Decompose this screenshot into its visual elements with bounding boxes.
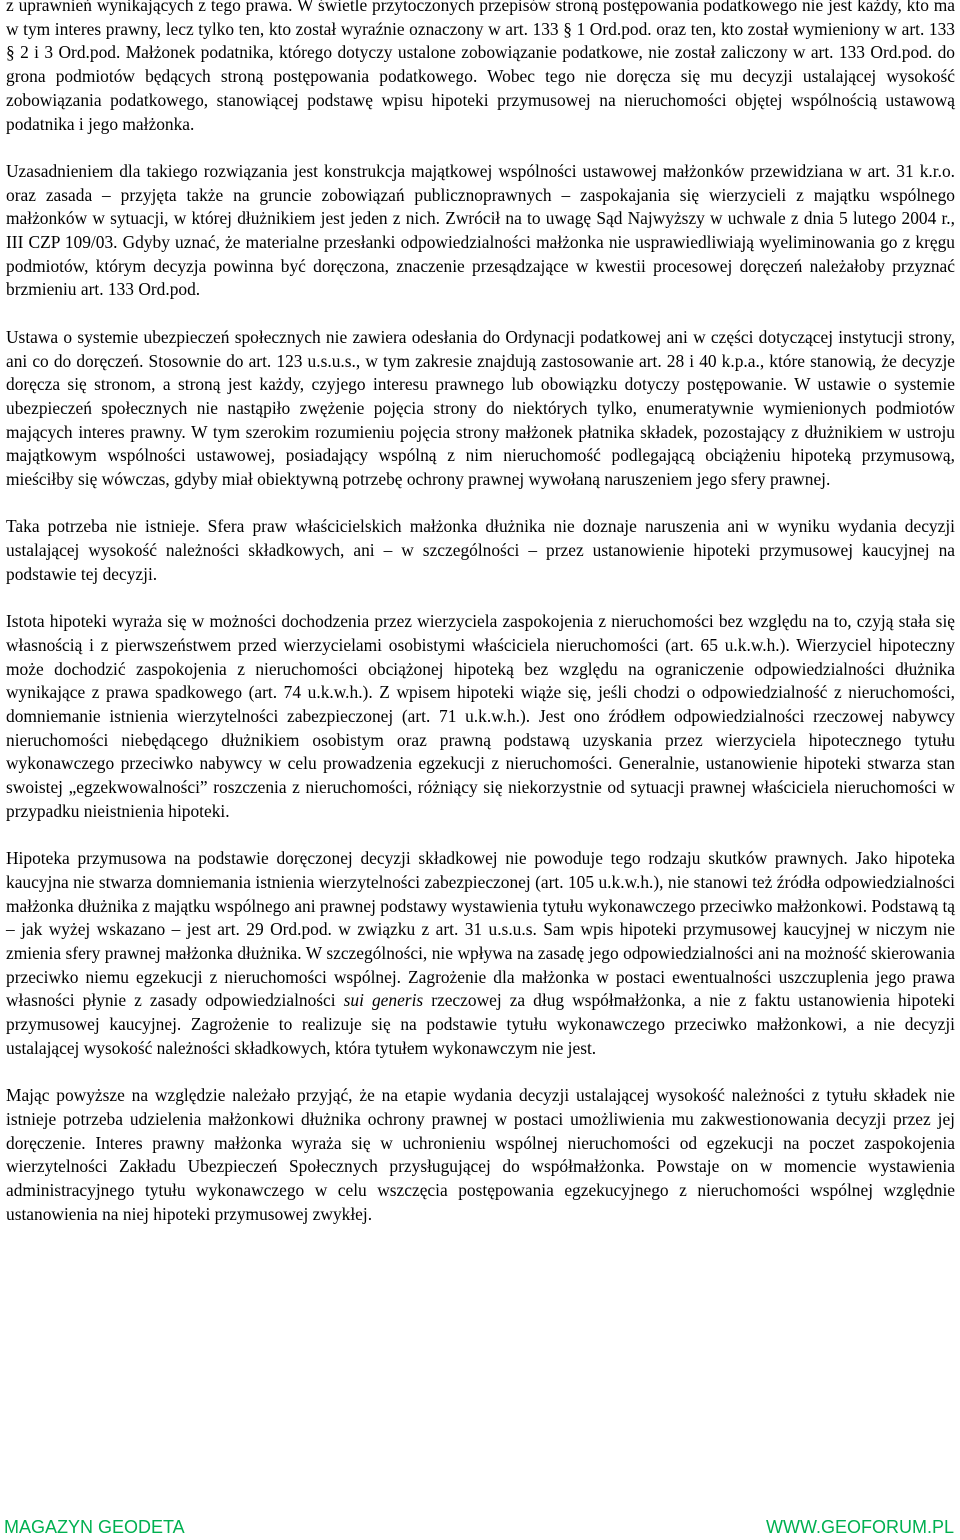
paragraph [6, 0, 955, 136]
paragraph-text: Hipoteka przymusowa na podstawie doręczonej decyzji składkowej nie powoduje tego rodzaju skutków prawnych. Jako hipoteka kaucyjna nie stwarza domniemania istnienia wierzytelności zabezpieczonej (art. 105 u.k.w.h.), nie stanowi też źródła odpowiedzialności małżonka dłużnika z majątku wspólnego ani prawnej podstawy wystawienia tytułu wykonawczego przeciwko małżonkowi. Podstawą tą – jak wyżej wskazano – jest art. 29 Ord.pod. w związku z art. 31 u.s.u.s. Sam wpis hipoteki przymusowej kaucyjnej w niczym nie zmienia sfery prawnej małżonka dłużnika. W szczególności, nie wpływa na zasadę jego odpowiedzialności ani na możność skierowania przeciwko niemu egzekucji z nieruchomości wspólnej. Zagrożenie dla małżonka w postaci ewentualności uszczuplenia jego prawa własności płynie z zasady odpowiedzialności [6, 848, 955, 1011]
paragraph-text: z uprawnień wynikających z tego prawa. W świetle przytoczonych przepisów stroną postępowania podatkowego nie jest każdy, kto ma w tym interes prawny, lecz tylko ten, kto został wyraźnie oznaczony w art. 133 § 1 Ord.pod. oraz ten, kto został wymieniony w art. 133 § 2 i 3 Ord.pod. Małżonek podatnika, którego dotyczy ustalone zobowiązanie podatkowe, nie został zaliczony w art. 133 Ord.pod. do grona podmiotów będących stroną postępowania podatkowego. Wobec tego nie doręcza się mu decyzji ustalającej wysokość zobowiązania podatkowego, stanowiącej podstawę wpisu hipoteki przymusowej na nieruchomości objętej wspólnością ustawową podatnika i jego małżonka. [6, 0, 955, 134]
paragraph [6, 160, 955, 302]
paragraph-text: Mając powyższe na względzie należało przyjąć, że na etapie wydania decyzji ustalającej wysokość należności z tytułu składek nie istnieje potrzeba udzielenia małżonkowi dłużnika ochrony prawnej w postaci umożliwienia mu zakwestionowania decyzji przez jej doręczenie. Interes prawny małżonka wyraża się w uchronieniu wspólnej nieruchomości od egzekucji na poczet zaspokojenia wierzytelności Zakładu Ubezpieczeń Społecznych przysługującej do współmałżonka. Powstaje on w momencie wystawienia administracyjnego tytułu wykonawczego w celu wszczęcia postępowania egzekucyjnego z nieruchomości wspólnej względnie ustanowienia na niej hipoteki przymusowej zwykłej. [6, 1085, 955, 1224]
paragraph-text: Ustawa o systemie ubezpieczeń społecznych nie zawiera odesłania do Ordynacji podatkowej ani w części dotyczącej instytucji strony, ani co do doręczeń. Stosownie do art. 123 u.s.u.s., w tym zakresie znajdują zastosowanie art. 28 i 40 k.p.a., które stanowią, że decyzje doręcza się stronom, a stroną jest każdy, czyjego interesu prawnego lub obowiązku dotyczy postępowanie. W ustawie o systemie ubezpieczeń społecznych nie nastąpiło zwężenie pojęcia strony do niektórych tylko, enumeratywnie wymienionych podmiotów mających interes prawny. W tym szerokim rozumieniu pojęcia strony małżonek płatnika składek, pozostający z dłużnikiem w ustroju majątkowym wspólności ustawowej, posiadający wspólną z nim nieruchomość podlegającą obciążeniu hipoteką przymusową, mieściłby się wówczas, gdyby miał obiektywną potrzebę ochrony prawnej wywołaną naruszeniem jego sfery prawnej. [6, 326, 955, 490]
paragraph-text: rzeczowej za dług współmałżonka, a nie z faktu ustanowienia hipoteki przymusowej kaucyjnej. Zagrożenie to realizuje się na podstawie tytułu wykonawczego przeciwko małżonkowi, a nie decyzji ustalającej wysokość należności składkowych, która tytułem wykonawczym nie jest. [6, 990, 955, 1058]
paragraph-text: Istota hipoteki wyraża się w możności dochodzenia przez wierzyciela zaspokojenia z nieruchomości bez względu na to, czyją stała się własnością i z pierwszeństwem przed wierzycielami osobistymi właściciela nieruchomości (art. 65 u.k.w.h.). Wierzyciel hipoteczny może dochodzić zaspokojenia z nieruchomości obciążonej hipoteką bez względu na ograniczenie odpowiedzialności dłużnika wynikające z prawa spadkowego (art. 74 u.k.w.h.). Z wpisem hipoteki wiąże się, jeśli chodzi o odpowiedzialność z nieruchomości, domniemanie istnienia wierzytelności zabezpieczonej (art. 71 u.k.w.h.). Jest ono źródłem odpowiedzialności rzeczowej nabywcy nieruchomości niebędącego dłużnikiem osobistym oraz prawną podstawą uzyskania przez wierzyciela hipotecznego tytułu wykonawczego przeciwko nabywcy w celu prowadzenia egzekucji z nieruchomości. Generalnie, ustanowienie hipoteki stwarza stan swoistej „egzekwowalności” roszczenia z nieruchomości, różniący się niekorzystnie od sytuacji prawnej właściciela nieruchomości w przypadku nieistnienia hipoteki. [6, 611, 955, 821]
paragraph-text: Taka potrzeba nie istnieje. Sfera praw właścicielskich małżonka dłużnika nie doznaje naruszenia ani w wyniku wydania decyzji ustalającej wysokość należności składkowych, ani – w szczególności – przez ustanowienie hipoteki przymusowej kaucyjnej na podstawie tej decyzji. [6, 516, 955, 584]
document-body [6, 0, 955, 1250]
footer-magazine-name: MAGAZYN GEODETA [4, 1517, 185, 1537]
paragraph [6, 610, 955, 823]
page-footer [4, 1514, 954, 1540]
paragraph [6, 515, 955, 586]
paragraph-text: Uzasadnieniem dla takiego rozwiązania jest konstrukcja majątkowej wspólności ustawowej małżonków przewidziana w art. 31 k.r.o. oraz zasada – przyjęta także na gruncie zobowiązań publicznoprawnych – zaspokajania się wierzycieli z majątku wspólnego małżonków w sytuacji, w której dłużnikiem jest jeden z nich. Zwrócił na to uwagę Sąd Najwyższy w uchwale z dnia 5 lutego 2004 r., III CZP 109/03. Gdyby uznać, że materialne przesłanki odpowiedzialności małżonka nie usprawiedliwiają wyeliminowania go z kręgu podmiotów, którym decyzja powinna być doręczona, znaczenie przesądzające w kwestii procesowej doręczeń należałoby przyznać brzmieniu art. 133 Ord.pod. [6, 160, 955, 300]
paragraph [6, 1084, 955, 1226]
paragraph [6, 847, 955, 1060]
footer-website: WWW.GEOFORUM.PL [766, 1517, 954, 1537]
italic-phrase: sui generis [343, 990, 424, 1011]
paragraph [6, 326, 955, 492]
